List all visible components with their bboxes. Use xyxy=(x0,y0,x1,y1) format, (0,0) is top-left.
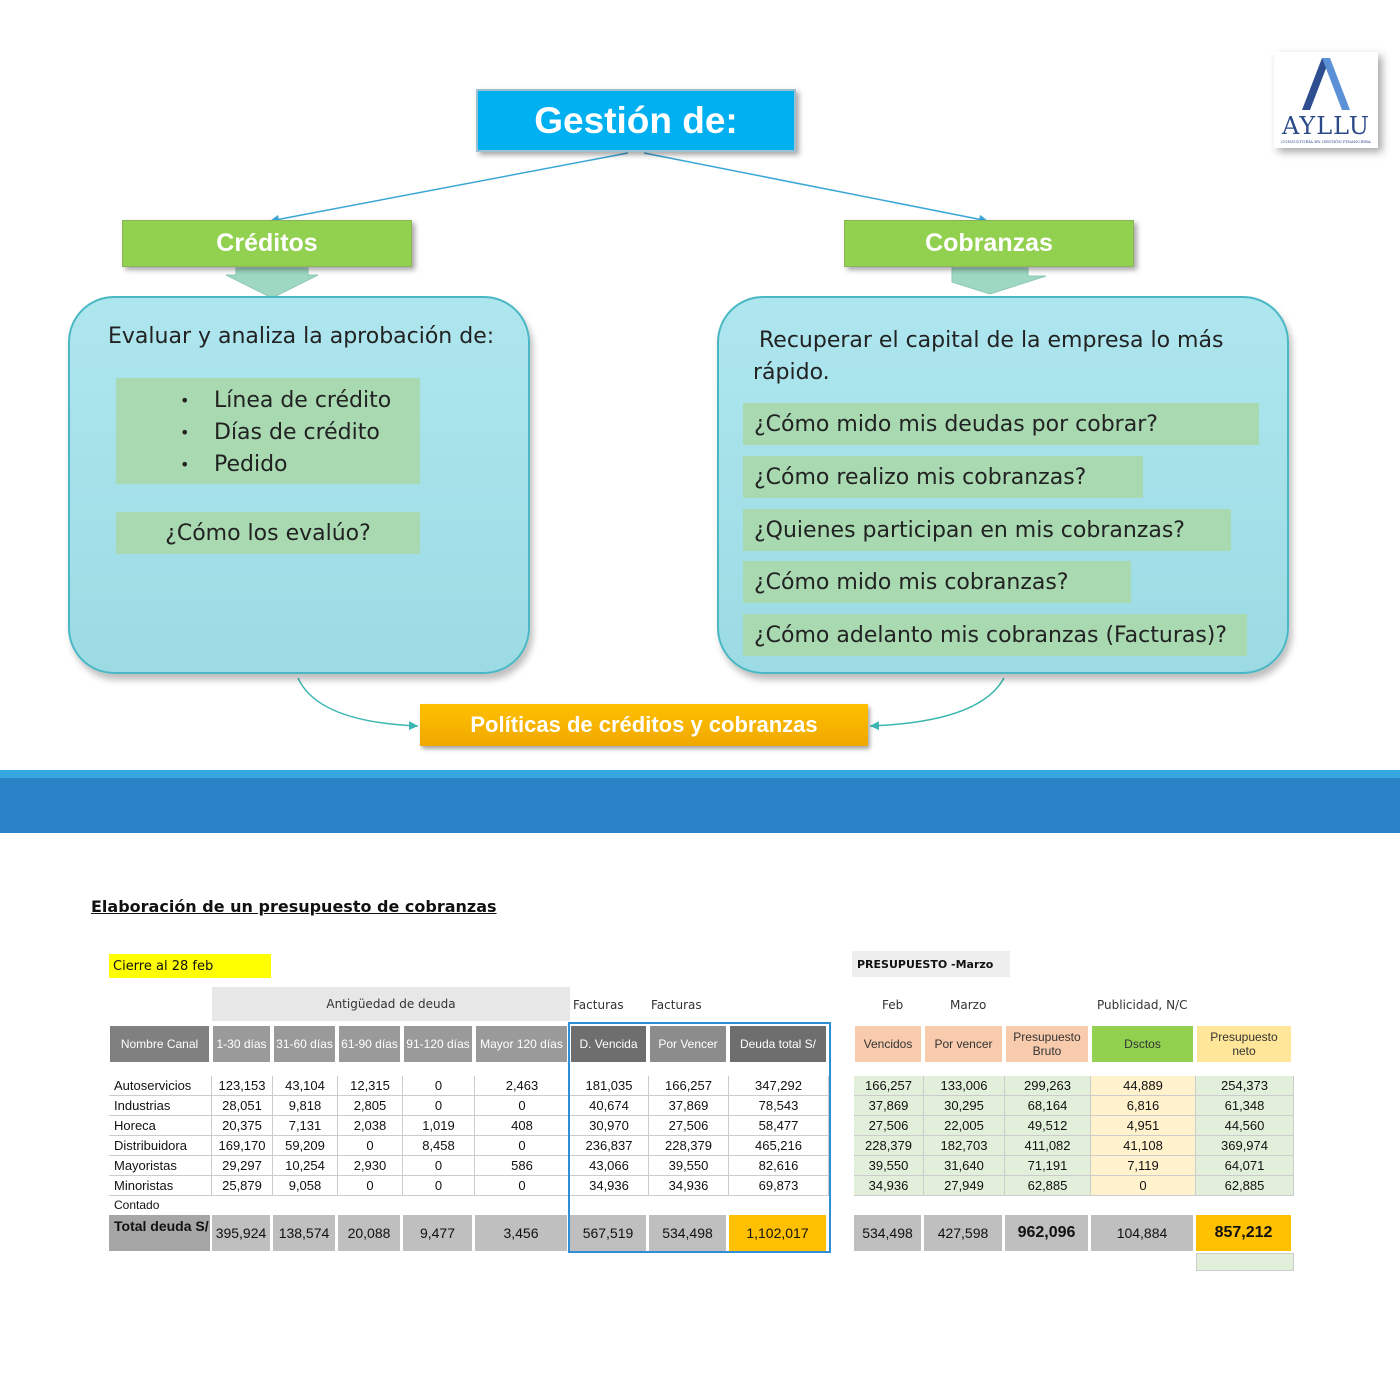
table-cell: 0 xyxy=(475,1136,570,1156)
total-cell: 427,598 xyxy=(924,1215,1003,1251)
list-item: • Días de crédito xyxy=(180,419,380,445)
table-cell: 61,348 xyxy=(1196,1096,1294,1116)
table-cell: 2,805 xyxy=(338,1096,403,1116)
table-header: D. Vencida xyxy=(570,1025,647,1063)
cobranzas-question: ¿Cómo adelanto mis cobranzas (Facturas)? xyxy=(743,614,1247,656)
table-cell: 586 xyxy=(475,1156,570,1176)
cobranzas-question: ¿Quienes participan en mis cobranzas? xyxy=(743,509,1231,551)
table-cell: 71,191 xyxy=(1005,1156,1091,1176)
table-cell: 62,885 xyxy=(1005,1176,1091,1196)
table-header: Dsctos xyxy=(1091,1025,1194,1063)
contado-label: Contado xyxy=(114,1197,160,1212)
table-cell: 59,209 xyxy=(273,1136,338,1156)
gestion-title: Gestión de: xyxy=(476,89,796,152)
table-cell: 27,949 xyxy=(924,1176,1005,1196)
table-cell: 254,373 xyxy=(1196,1076,1294,1096)
antiguedad-header: Antigüedad de deuda xyxy=(212,987,570,1021)
table-cell: 34,936 xyxy=(649,1176,729,1196)
table-cell: 0 xyxy=(475,1176,570,1196)
creditos-header: Créditos xyxy=(122,220,412,267)
divider-band-light xyxy=(0,770,1400,778)
table-cell: 9,058 xyxy=(273,1176,338,1196)
table-cell: 0 xyxy=(403,1156,475,1176)
cierre-label: Cierre al 28 feb xyxy=(109,954,271,978)
creditos-intro: Evaluar y analiza la aprobación de: xyxy=(108,324,495,349)
creditos-question: ¿Cómo los evalúo? xyxy=(116,512,420,554)
list-item: • Pedido xyxy=(180,451,288,477)
table-cell: 43,066 xyxy=(570,1156,649,1176)
table-cell: 58,477 xyxy=(729,1116,829,1136)
cobranzas-intro-line1: Recuperar el capital de la empresa lo más xyxy=(759,328,1224,353)
table-cell: 30,295 xyxy=(924,1096,1005,1116)
table-cell: 10,254 xyxy=(273,1156,338,1176)
list-item: • Línea de crédito xyxy=(180,387,392,413)
total-cell: 534,498 xyxy=(854,1215,922,1251)
facturas-highlight-frame xyxy=(568,1022,831,1253)
table-cell: 39,550 xyxy=(854,1156,924,1176)
table-cell: 0 xyxy=(403,1176,475,1196)
table-header: Por Vencer xyxy=(649,1025,727,1063)
logo-tagline: CONSULTORÍA EN GESTIÓN FINANCIERA xyxy=(1281,139,1371,144)
table-cell: 25,879 xyxy=(212,1176,273,1196)
table-cell: 0 xyxy=(338,1136,403,1156)
table-cell: 69,873 xyxy=(729,1176,829,1196)
canal-name: Mayoristas xyxy=(109,1156,212,1176)
table-cell: 4,951 xyxy=(1091,1116,1196,1136)
table-cell: 0 xyxy=(403,1096,475,1116)
table-header: Presupuesto Bruto xyxy=(1005,1025,1089,1063)
creditos-card xyxy=(68,296,530,674)
table-cell: 182,703 xyxy=(924,1136,1005,1156)
table-cell: 34,936 xyxy=(570,1176,649,1196)
table-cell: 133,006 xyxy=(924,1076,1005,1096)
total-cell: 104,884 xyxy=(1091,1215,1194,1251)
cobranzas-question: ¿Cómo mido mis deudas por cobrar? xyxy=(743,403,1259,445)
table-cell: 29,297 xyxy=(212,1156,273,1176)
table-cell: 1,019 xyxy=(403,1116,475,1136)
table-header: Presupuesto neto xyxy=(1196,1025,1292,1063)
table-cell: 78,543 xyxy=(729,1096,829,1116)
divider-band xyxy=(0,778,1400,833)
canal-name: Distribuidora xyxy=(109,1136,212,1156)
table-cell: 49,512 xyxy=(1005,1116,1091,1136)
table-cell: 9,818 xyxy=(273,1096,338,1116)
table-cell: 347,292 xyxy=(729,1076,829,1096)
table-cell: 2,038 xyxy=(338,1116,403,1136)
table-cell: 465,216 xyxy=(729,1136,829,1156)
canal-name: Autoservicios xyxy=(109,1076,212,1096)
table-cell: 68,164 xyxy=(1005,1096,1091,1116)
total-cell: 857,212 xyxy=(1196,1215,1292,1251)
table-cell: 0 xyxy=(475,1096,570,1116)
spreadsheet-title: Elaboración de un presupuesto de cobranzas xyxy=(91,897,497,916)
table-header: 31-60 días xyxy=(273,1025,336,1063)
table-cell: 62,885 xyxy=(1196,1176,1294,1196)
cobranzas-header: Cobranzas xyxy=(844,220,1134,267)
table-cell: 30,970 xyxy=(570,1116,649,1136)
publicidad-label: Publicidad, N/C xyxy=(1097,998,1188,1012)
table-cell: 2,463 xyxy=(475,1076,570,1096)
table-header: 1-30 días xyxy=(212,1025,271,1063)
table-cell: 299,263 xyxy=(1005,1076,1091,1096)
logo-a-icon xyxy=(1300,56,1352,112)
table-cell: 411,082 xyxy=(1005,1136,1091,1156)
table-header: 61-90 días xyxy=(338,1025,401,1063)
table-cell: 8,458 xyxy=(403,1136,475,1156)
cobranzas-question: ¿Cómo realizo mis cobranzas? xyxy=(743,456,1143,498)
table-cell: 37,869 xyxy=(649,1096,729,1116)
table-cell: 34,936 xyxy=(854,1176,924,1196)
table-cell: 7,119 xyxy=(1091,1156,1196,1176)
table-cell: 181,035 xyxy=(570,1076,649,1096)
table-cell: 64,071 xyxy=(1196,1156,1294,1176)
facturas-label: Facturas xyxy=(573,998,624,1012)
marzo-label: Marzo xyxy=(950,998,987,1012)
creditos-items-list xyxy=(180,384,420,480)
table-cell: 123,153 xyxy=(212,1076,273,1096)
ayllu-logo xyxy=(1274,52,1378,148)
feb-label: Feb xyxy=(882,998,904,1012)
table-header: Deuda total S/ xyxy=(729,1025,827,1063)
total-cell: 138,574 xyxy=(273,1215,336,1251)
table-cell: 166,257 xyxy=(649,1076,729,1096)
table-header: Mayor 120 días xyxy=(475,1025,568,1063)
presupuesto-label: PRESUPUESTO -Marzo xyxy=(852,951,1010,977)
table-cell: 2,930 xyxy=(338,1156,403,1176)
logo-name: AYLLU xyxy=(1282,112,1370,140)
table-cell: 39,550 xyxy=(649,1156,729,1176)
table-cell: 20,375 xyxy=(212,1116,273,1136)
table-cell: 37,869 xyxy=(854,1096,924,1116)
table-cell: 28,051 xyxy=(212,1096,273,1116)
table-cell: 7,131 xyxy=(273,1116,338,1136)
table-cell: 31,640 xyxy=(924,1156,1005,1176)
canal-name: Minoristas xyxy=(109,1176,212,1196)
table-header: Vencidos xyxy=(854,1025,922,1063)
canal-name: Industrias xyxy=(109,1096,212,1116)
table-header: Por vencer xyxy=(924,1025,1003,1063)
total-cell: 1,102,017 xyxy=(729,1215,827,1251)
cobranzas-question: ¿Cómo mido mis cobranzas? xyxy=(743,561,1131,603)
table-cell: 0 xyxy=(338,1176,403,1196)
total-cell: 534,498 xyxy=(649,1215,727,1251)
total-cell: 567,519 xyxy=(570,1215,647,1251)
table-cell: 228,379 xyxy=(649,1136,729,1156)
table-cell: 12,315 xyxy=(338,1076,403,1096)
table-cell: 27,506 xyxy=(854,1116,924,1136)
canal-name: Horeca xyxy=(109,1116,212,1136)
total-cell: 395,924 xyxy=(212,1215,271,1251)
facturas-label: Facturas xyxy=(651,998,702,1012)
total-label: Total deuda S/ xyxy=(109,1215,210,1251)
table-cell: 27,506 xyxy=(649,1116,729,1136)
total-cell: 9,477 xyxy=(403,1215,473,1251)
creditos-items-box xyxy=(116,378,420,484)
table-cell: 22,005 xyxy=(924,1116,1005,1136)
total-cell: 20,088 xyxy=(338,1215,401,1251)
politicas-box: Políticas de créditos y cobranzas xyxy=(420,704,868,746)
table-cell: 0 xyxy=(403,1076,475,1096)
table-cell: 166,257 xyxy=(854,1076,924,1096)
table-cell: 169,170 xyxy=(212,1136,273,1156)
cobranzas-card xyxy=(717,296,1289,674)
empty-cell xyxy=(1196,1253,1294,1271)
table-cell: 40,674 xyxy=(570,1096,649,1116)
total-cell: 962,096 xyxy=(1005,1215,1089,1251)
table-header: 91-120 días xyxy=(403,1025,473,1063)
table-cell: 369,974 xyxy=(1196,1136,1294,1156)
table-cell: 228,379 xyxy=(854,1136,924,1156)
table-cell: 41,108 xyxy=(1091,1136,1196,1156)
table-cell: 6,816 xyxy=(1091,1096,1196,1116)
table-cell: 236,837 xyxy=(570,1136,649,1156)
table-cell: 43,104 xyxy=(273,1076,338,1096)
table-cell: 44,889 xyxy=(1091,1076,1196,1096)
table-cell: 408 xyxy=(475,1116,570,1136)
table-header: Nombre Canal xyxy=(109,1025,210,1063)
table-cell: 82,616 xyxy=(729,1156,829,1176)
table-cell: 44,560 xyxy=(1196,1116,1294,1136)
total-cell: 3,456 xyxy=(475,1215,568,1251)
cobranzas-intro-line2: rápido. xyxy=(753,360,830,385)
table-cell: 0 xyxy=(1091,1176,1196,1196)
